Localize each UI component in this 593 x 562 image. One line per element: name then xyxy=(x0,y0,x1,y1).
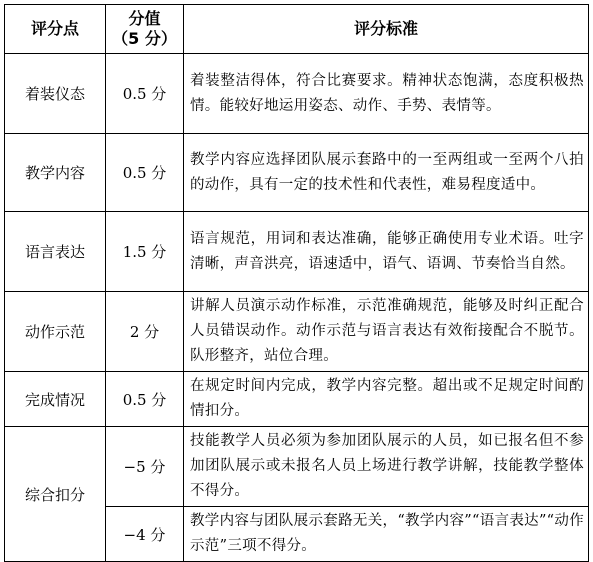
row-score: 1.5 分 xyxy=(106,212,184,292)
row-item: 教学内容 xyxy=(5,134,106,212)
row-criteria: 讲解人员演示动作标准，示范准确规范，能够及时纠正配合人员错误动作。动作示范与语言表达有效衔接配合不脱节。队形整齐，站位合理。 xyxy=(184,292,589,372)
scoring-table-container xyxy=(4,4,588,562)
table-row xyxy=(5,54,589,134)
header-criteria: 评分标准 xyxy=(184,5,589,54)
header-score-line2: （5 分） xyxy=(112,29,177,48)
header-score xyxy=(106,5,184,54)
deduction-criteria-1: 技能教学人员必须为参加团队展示的人员，如已报名但不参加团队展示或未报名人员上场进行教学讲解，技能教学整体不得分。 xyxy=(184,427,589,507)
header-row xyxy=(5,5,589,54)
deduction-item: 综合扣分 xyxy=(5,427,106,562)
deduction-score-1: −5 分 xyxy=(106,427,184,507)
row-criteria: 在规定时间内完成，教学内容完整。超出或不足规定时间酌情扣分。 xyxy=(184,372,589,427)
row-score: 0.5 分 xyxy=(106,54,184,134)
row-item: 语言表达 xyxy=(5,212,106,292)
row-criteria: 语言规范，用词和表达准确，能够正确使用专业术语。吐字清晰，声音洪亮，语速适中，语气、语调、节奏恰当自然。 xyxy=(184,212,589,292)
table-row xyxy=(5,372,589,427)
row-item: 动作示范 xyxy=(5,292,106,372)
row-score: 0.5 分 xyxy=(106,134,184,212)
header-item: 评分点 xyxy=(5,5,106,54)
scoring-table xyxy=(4,4,589,562)
table-row xyxy=(5,212,589,292)
row-score: 0.5 分 xyxy=(106,372,184,427)
row-item: 着装仪态 xyxy=(5,54,106,134)
row-criteria: 着装整洁得体，符合比赛要求。精神状态饱满，态度积极热情。能较好地运用姿态、动作、手势、表情等。 xyxy=(184,54,589,134)
table-row xyxy=(5,134,589,212)
deduction-criteria-2: 教学内容与团队展示套路无关，“教学内容”“语言表达”“动作示范”三项不得分。 xyxy=(184,507,589,562)
table-row xyxy=(5,292,589,372)
row-criteria: 教学内容应选择团队展示套路中的一至两组或一至两个八拍的动作，具有一定的技术性和代表性，难易程度适中。 xyxy=(184,134,589,212)
deduction-row-1 xyxy=(5,427,589,507)
header-score-line1: 分值 xyxy=(128,9,161,28)
row-score: 2 分 xyxy=(106,292,184,372)
row-item: 完成情况 xyxy=(5,372,106,427)
deduction-score-2: −4 分 xyxy=(106,507,184,562)
